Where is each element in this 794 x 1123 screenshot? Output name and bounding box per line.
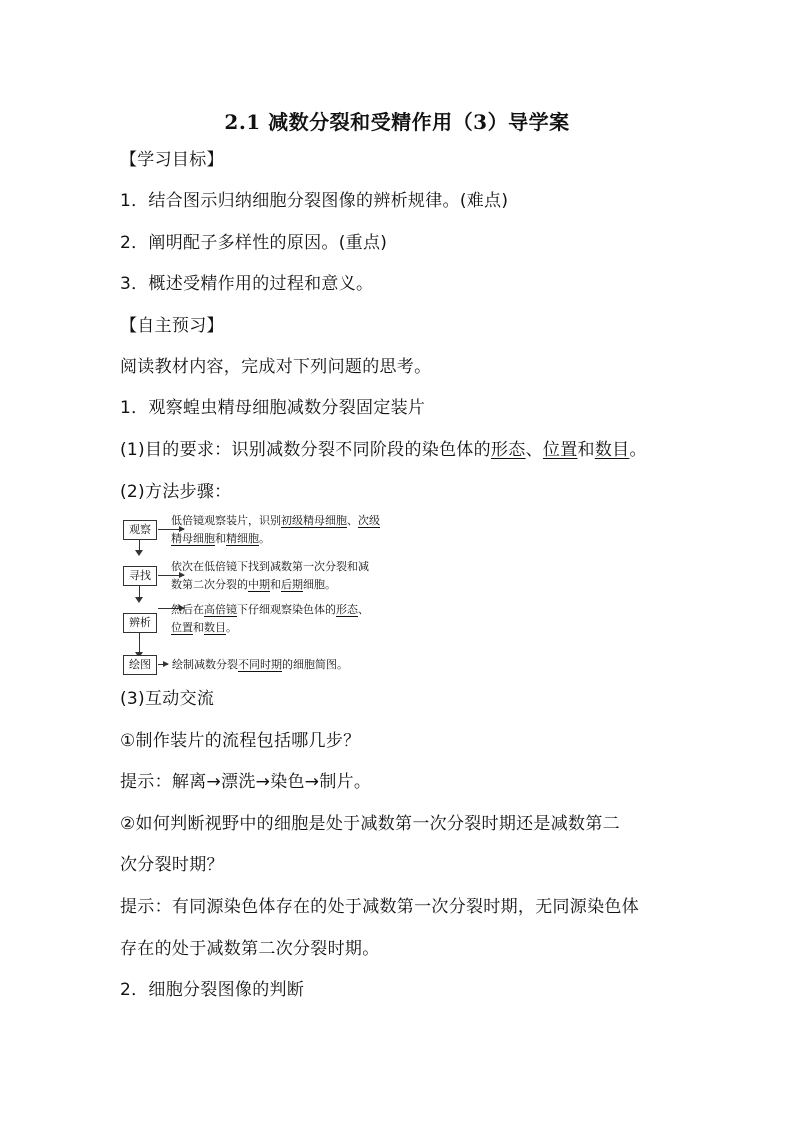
answer-2-line-2: 存在的处于减数第二次分裂时期。 bbox=[120, 939, 380, 959]
flow-answer: 次级 bbox=[358, 514, 380, 527]
goal-item-3: 3．概述受精作用的过程和意义。 bbox=[120, 274, 374, 294]
purpose-mid: 和 bbox=[577, 440, 595, 460]
purpose-sep: 、 bbox=[525, 440, 543, 460]
flow-answer: 中期 bbox=[248, 578, 270, 591]
purpose-answer-3: 数目 bbox=[594, 440, 630, 460]
interact-title: (3)互动交流 bbox=[120, 689, 215, 709]
flow-text: 的细胞简图。 bbox=[282, 658, 348, 671]
flow-answer: 形态 bbox=[336, 603, 358, 616]
goal-item-1: 1．结合图示归纳细胞分裂图像的辨析规律。(难点) bbox=[120, 191, 509, 211]
arrow-right-icon bbox=[158, 664, 168, 665]
purpose-end: 。 bbox=[629, 440, 647, 460]
section-heading-preview: 【自主预习】 bbox=[120, 316, 224, 336]
question-2-line-2: 次分裂时期？ bbox=[120, 855, 224, 875]
flow-answer: 精细胞 bbox=[226, 532, 259, 545]
method-title: (2)方法步骤： bbox=[120, 482, 232, 502]
intro-paragraph: 阅读教材内容，完成对下列问题的思考。 bbox=[120, 357, 432, 377]
flow-answer: 高倍镜 bbox=[204, 603, 237, 616]
flow-text: 和 bbox=[215, 532, 226, 545]
item-2-title: 2．细胞分裂图像的判断 bbox=[120, 980, 305, 1000]
purpose-answer-2: 位置 bbox=[542, 440, 578, 460]
answer-2-line-1: 提示：有同源染色体存在的处于减数第一次分裂时期，无同源染色体 bbox=[120, 897, 639, 917]
flow-text: 。 bbox=[259, 532, 270, 545]
flow-text: 和 bbox=[193, 621, 204, 634]
flow-step-box: 辨析 bbox=[123, 613, 157, 633]
answer-1: 提示：解离→漂洗→染色→制片。 bbox=[120, 772, 372, 792]
flow-step-text bbox=[171, 601, 369, 618]
flow-step-text bbox=[171, 512, 380, 529]
flow-answer: 不同时期 bbox=[238, 658, 282, 671]
flow-text: 低倍镜观察装片，识别 bbox=[171, 514, 281, 527]
purpose-text: (1)目的要求：识别减数分裂不同阶段的染色体的 bbox=[120, 440, 491, 460]
flow-text: 、 bbox=[358, 603, 369, 616]
flow-answer: 数目 bbox=[204, 621, 226, 634]
flow-step-text bbox=[171, 576, 336, 593]
flow-step-box: 寻找 bbox=[123, 566, 157, 586]
flow-step-text bbox=[171, 530, 270, 547]
flow-answer: 位置 bbox=[171, 621, 193, 634]
flow-step-box: 绘图 bbox=[123, 655, 157, 675]
flow-text: 。 bbox=[226, 621, 237, 634]
flow-text: 、 bbox=[347, 514, 358, 527]
flow-answer: 精母细胞 bbox=[171, 532, 215, 545]
purpose-paragraph bbox=[120, 439, 647, 461]
arrow-down-icon bbox=[135, 597, 143, 603]
flow-answer: 初级精母细胞 bbox=[281, 514, 347, 527]
flow-text: 和 bbox=[270, 578, 281, 591]
flow-text: 细胞。 bbox=[303, 578, 336, 591]
flow-text: 下仔细观察染色体的 bbox=[237, 603, 336, 616]
flow-text: 绘制减数分裂 bbox=[172, 658, 238, 671]
flow-text: 依次在低倍镜下找到减数第一次分裂和减 bbox=[171, 560, 369, 573]
question-2-line-1: ②如何判断视野中的细胞是处于减数第一次分裂时期还是减数第二 bbox=[120, 814, 620, 834]
flow-step-text bbox=[171, 619, 237, 636]
flow-text: 数第二次分裂的 bbox=[171, 578, 248, 591]
flow-text: 然后在 bbox=[171, 603, 204, 616]
purpose-answer-1: 形态 bbox=[490, 440, 526, 460]
question-1: ①制作装片的流程包括哪几步？ bbox=[120, 731, 361, 751]
arrow-down-icon bbox=[135, 550, 143, 556]
method-flow-diagram bbox=[120, 510, 410, 675]
flow-step-text bbox=[172, 656, 348, 673]
flow-step-box: 观察 bbox=[123, 520, 157, 540]
item-1-title: 1．观察蝗虫精母细胞减数分裂固定装片 bbox=[120, 398, 426, 418]
goal-item-2: 2．阐明配子多样性的原因。(重点) bbox=[120, 233, 388, 253]
page-title: 2.1 减数分裂和受精作用（3）导学案 bbox=[224, 110, 570, 134]
flow-answer: 后期 bbox=[281, 578, 303, 591]
section-heading-goals: 【学习目标】 bbox=[120, 150, 224, 170]
flow-step-text bbox=[171, 558, 369, 575]
